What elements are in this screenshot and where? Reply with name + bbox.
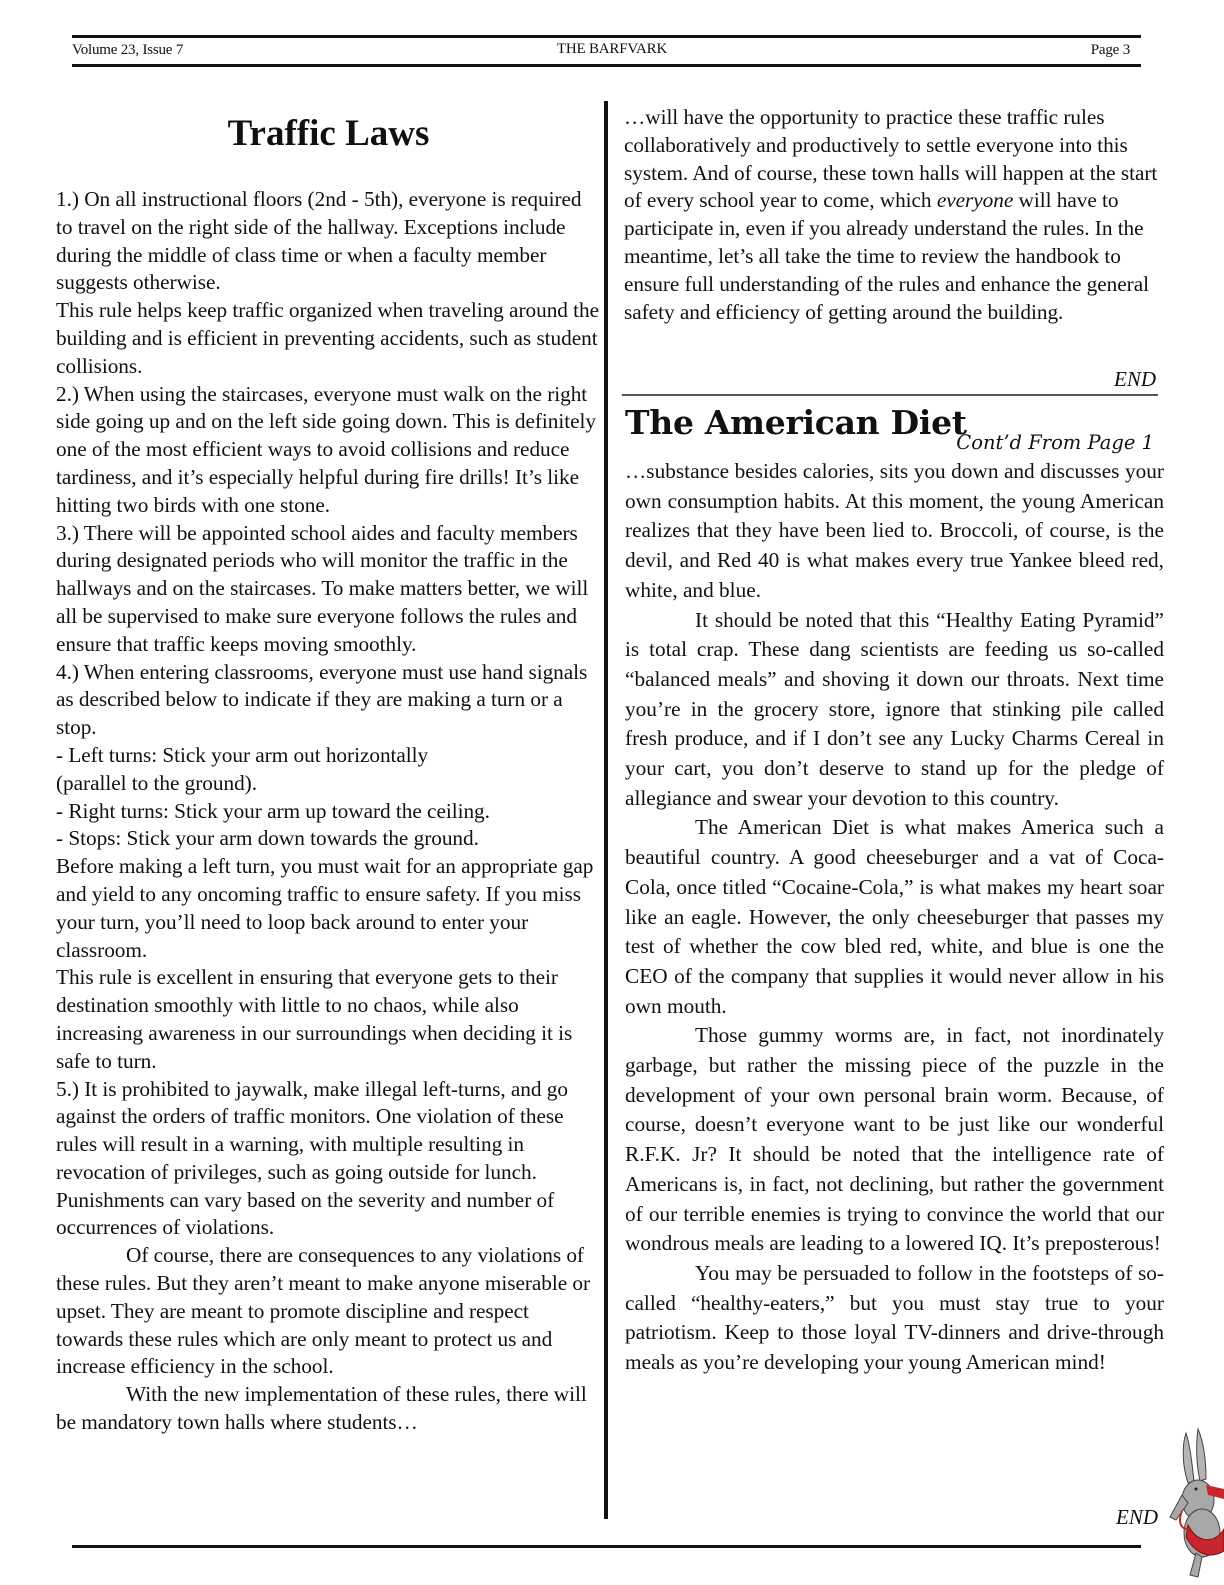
volume-issue: Volume 23, Issue 7 (72, 42, 184, 58)
paragraph: This rule helps keep traffic organized when traveling around the building and is efficient in preventing accidents, such as student collisions. (56, 298, 600, 378)
paragraph: This rule is excellent in ensuring that everyone gets to their destination smoothly with little to no chaos, while also increasing awareness in our surroundings when deciding it is safe to turn. (56, 965, 573, 1073)
header-top-rule (72, 35, 1141, 38)
signal-item: - Stops: Stick your arm down towards the ground. (56, 826, 479, 851)
diet-article-body (625, 457, 1164, 1378)
paragraph: 4.) When entering classrooms, everyone must use hand signals as described below to indicate if they are making a turn or a stop. (56, 659, 588, 740)
traffic-article-body (56, 186, 601, 1437)
traffic-article-title: Traffic Laws (227, 113, 430, 154)
paragraph: 1.) On all instructional floors (2nd - 5th), everyone is required to travel on the right side of the hallway. Exceptions include during the middle of class time or when a faculty member suggests otherwise. (56, 187, 582, 295)
footer-rule (72, 1545, 1141, 1548)
emphasis-word: everyone (936, 188, 1014, 213)
continuation-paragraph: …will have the opportunity to practice these traffic rules collaboratively and productively to settle everyone into this system. And of course, these town halls will happen at the start of every school year to come, which everyone will have to participate in, even if you already understand the rules. In the meantime, let’s all take the time to review the handbook to ensure full understanding of the rules and enhance the general safety and efficiency of getting around the building. (624, 105, 1158, 324)
signal-item: - Right turns: Stick your arm up toward the ceiling. (56, 798, 490, 823)
paragraph: Before making a left turn, you must wait for an appropriate gap and yield to any oncoming traffic to ensure safety. If you miss your turn, you’ll need to loop back around to enter your classroom. (56, 854, 594, 962)
aardvark-mascot-icon (1168, 1425, 1224, 1580)
traffic-end-mark: END (1114, 367, 1156, 391)
diet-end-mark: END (1116, 1505, 1158, 1529)
paragraph: You may be persuaded to follow in the footsteps of so-called “healthy-eaters,” but you must stay true to your patriotism. Keep to those loyal TV-dinners and drive-through meals as you’re developing your young American mind! (625, 1260, 1164, 1375)
paragraph: Those gummy worms are, in fact, not inordinately garbage, but rather the missing piece of the puzzle in the development of your own personal brain worm. Because, of course, doesn’t everyone want to be just like our wonderful R.F.K. Jr? It should be noted that the intelligence rate of Americans is, in fact, not declining, but rather the government of our terrible enemies is trying to convince the world that our wondrous meals are leading to a lowered IQ. It’s preposterous! (625, 1023, 1164, 1256)
header-bottom-rule (72, 64, 1141, 67)
column-divider (604, 101, 608, 1519)
paragraph: It should be noted that this “Healthy Eating Pyramid” is total crap. These dang scientists are feeding us so-called “balanced meals” and shoving it down our throats. Next time you’re in the grocery store, ignore that stinking pile called fresh produce, and if I don’t see any Lucky Charms Cereal in your cart, you don’t deserve to stand up for the pledge of allegiance and swear your devotion to this country. (625, 607, 1164, 810)
paragraph: 5.) It is prohibited to jaywalk, make illegal left-turns, and go against the orders of traffic monitors. One violation of these rules will result in a warning, with multiple resulting in revocation of privileges, such as going outside for lunch. Punishments can vary based on the severity and number of occurrences of violations. (56, 1076, 568, 1240)
paragraph: With the new implementation of these rules, there will be mandatory town halls where students… (56, 1382, 587, 1435)
continued-from-label: Cont’d From Page 1 (956, 431, 1154, 454)
paragraph: …substance besides calories, sits you down and discusses your own consumption habits. At this moment, the young American realizes that they have been lied to. Broccoli, of course, is the devil, and Red 40 is what makes every true Yankee bleed red, white, and blue. (625, 459, 1164, 602)
page-number: Page 3 (1090, 42, 1130, 58)
paragraph: Of course, there are consequences to any violations of these rules. But they aren’t meant to make anyone miserable or upset. They are meant to promote discipline and respect towards these rules which are only meant to protect us and increase efficiency in the school. (56, 1243, 591, 1379)
paragraph: 2.) When using the staircases, everyone must walk on the right side going up and on the left side going down. This is definitely one of the most efficient ways to avoid collisions and reduce tardiness, and it’s especially helpful during fire drills! It’s like hitting two birds with one stone. (56, 381, 596, 517)
signal-item: - Left turns: Stick your arm out horizontally (56, 742, 429, 767)
article-separator (622, 394, 1158, 396)
diet-article-title: The American Diet (625, 403, 967, 442)
traffic-article-column (56, 104, 601, 1437)
signal-item: (parallel to the ground). (56, 770, 257, 795)
paragraph: 3.) There will be appointed school aides and faculty members during designated periods who will monitor the traffic in the hallways and on the staircases. To make matters better, we will all be supervised to make sure everyone follows the rules and ensure that traffic keeps moving smoothly. (56, 520, 589, 656)
traffic-continuation (624, 104, 1164, 326)
paragraph: The American Diet is what makes America such a beautiful country. A good cheeseburger and a vat of Coca-Cola, once titled “Cocaine-Cola,” is what makes my heart soar like an eagle. However, the only cheeseburger that passes my test of whether the cow bled red, white, and blue is one the CEO of the company that supplies it would never allow in his own mouth. (625, 815, 1164, 1018)
publication-name: THE BARFVARK (556, 41, 668, 57)
